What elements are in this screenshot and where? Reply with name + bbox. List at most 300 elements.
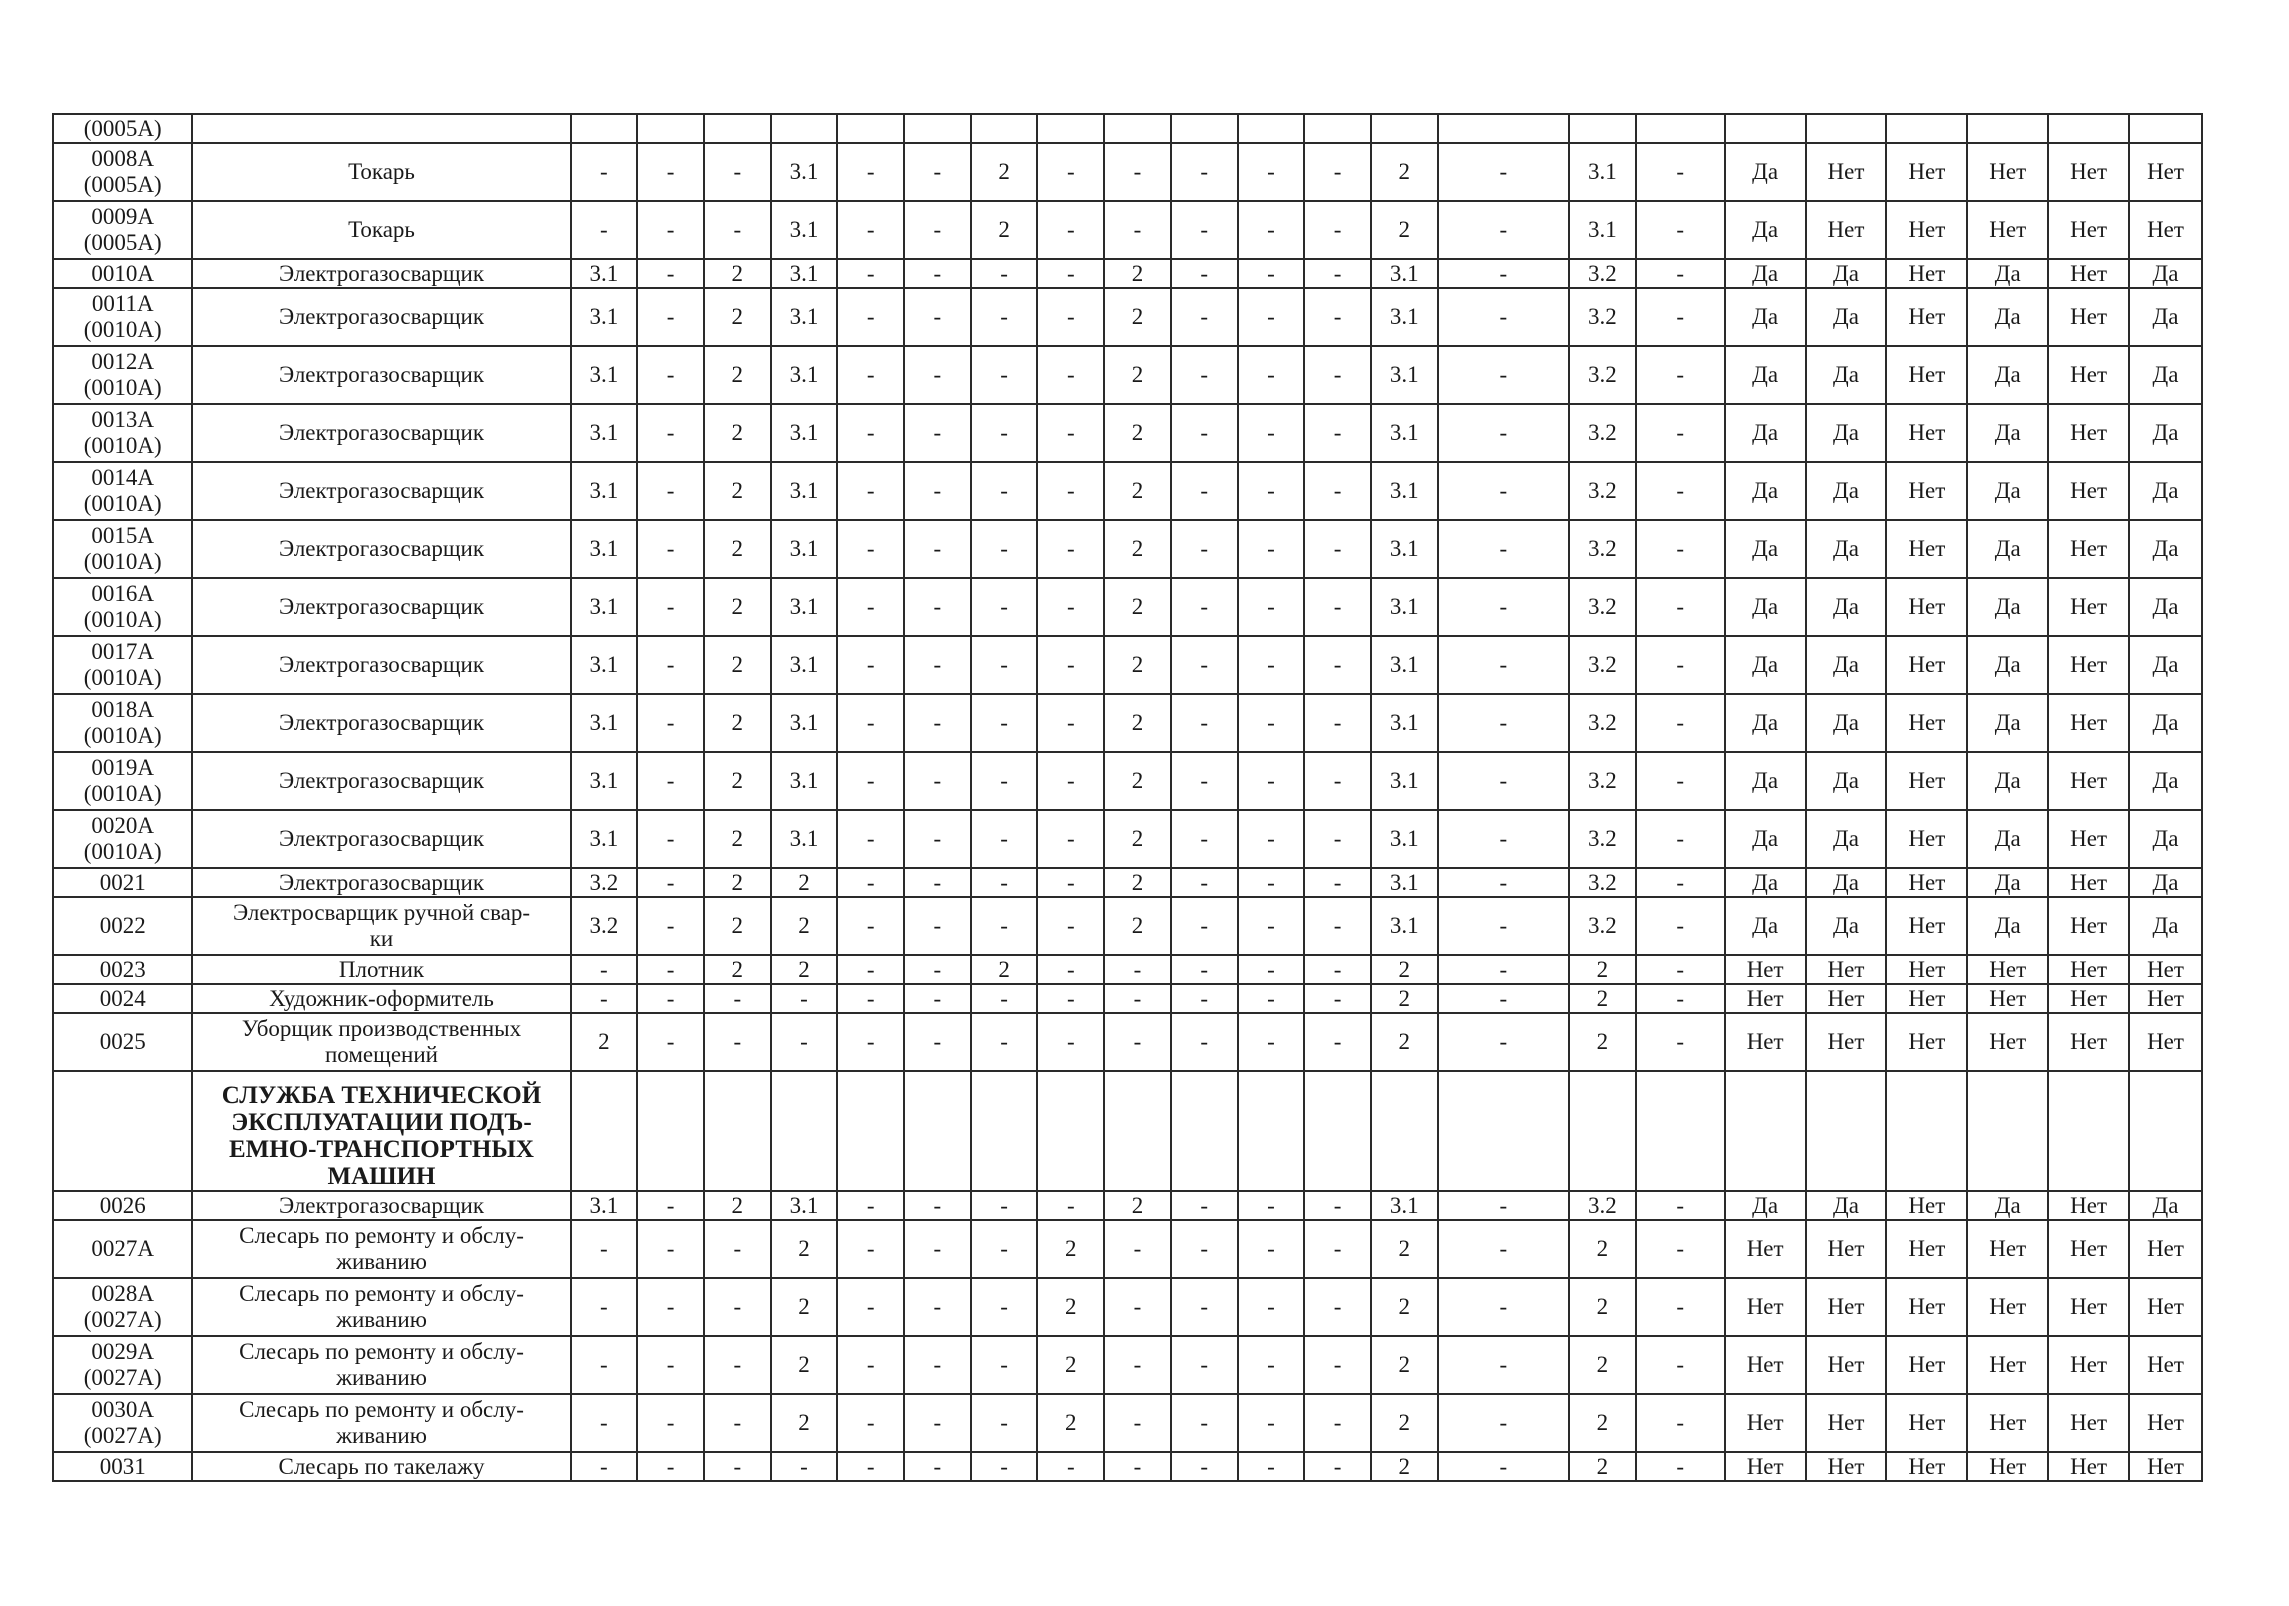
value-cell: - [1238, 346, 1305, 404]
value-cell: 2 [704, 578, 771, 636]
value-cell: Нет [1806, 1336, 1887, 1394]
value-cell: - [1037, 810, 1104, 868]
value-cell: Нет [2129, 1452, 2202, 1481]
value-cell: - [971, 520, 1038, 578]
cell-line: (0010A) [83, 781, 162, 806]
value-cell: Да [1806, 636, 1887, 694]
value-cell: Нет [1967, 1013, 2048, 1071]
value-cell: - [1304, 1191, 1371, 1220]
profession-cell [192, 810, 570, 868]
value-cell: 3.1 [571, 259, 638, 288]
value-cell: - [704, 201, 771, 259]
value-cell: Нет [1967, 201, 2048, 259]
value-cell: - [1104, 201, 1171, 259]
value-cell: 2 [771, 955, 838, 984]
value-cell: - [637, 636, 704, 694]
value-cell: Нет [1806, 1394, 1887, 1452]
value-cell: 2 [771, 1394, 838, 1452]
value-cell: 2 [1104, 578, 1171, 636]
value-cell: Да [1725, 143, 1806, 201]
workplace-id-cell [53, 201, 192, 259]
value-cell: - [1238, 288, 1305, 346]
value-cell: - [637, 1220, 704, 1278]
value-cell: 3.1 [771, 520, 838, 578]
value-cell: 2 [971, 143, 1038, 201]
value-cell: Нет [1967, 1452, 2048, 1481]
value-cell: - [1438, 694, 1569, 752]
value-cell: Да [2129, 1191, 2202, 1220]
table-row [53, 1220, 2202, 1278]
value-cell: 3.2 [1569, 694, 1636, 752]
value-cell: - [1636, 1013, 1725, 1071]
value-cell: - [637, 810, 704, 868]
table-row [53, 1336, 2202, 1394]
value-cell [2129, 114, 2202, 143]
value-cell: Нет [2048, 346, 2129, 404]
value-cell: Нет [1967, 1278, 2048, 1336]
workplace-id-cell [53, 1278, 192, 1336]
value-cell [1238, 114, 1305, 143]
value-cell: - [904, 810, 971, 868]
value-cell: - [1171, 1394, 1238, 1452]
value-cell: Нет [2129, 1220, 2202, 1278]
value-cell: Нет [2129, 1394, 2202, 1452]
cell-line: 0009A [91, 204, 155, 229]
value-cell [1725, 114, 1806, 143]
cell-line: Токарь [348, 159, 415, 184]
value-cell: Да [1725, 810, 1806, 868]
section-title-cell [192, 1071, 570, 1191]
value-cell: 3.1 [571, 520, 638, 578]
value-cell: - [637, 1191, 704, 1220]
value-cell: Нет [1806, 1220, 1887, 1278]
cell-line: 0013A [91, 407, 155, 432]
value-cell: - [1304, 897, 1371, 955]
value-cell: - [1636, 578, 1725, 636]
cell-line: (0010A) [83, 491, 162, 516]
value-cell: - [1037, 868, 1104, 897]
value-cell: Нет [2048, 520, 2129, 578]
table-row [53, 955, 2202, 984]
value-cell: - [1104, 143, 1171, 201]
value-cell: - [1438, 520, 1569, 578]
value-cell: - [1304, 752, 1371, 810]
value-cell [1104, 114, 1171, 143]
value-cell: Да [1806, 1191, 1887, 1220]
cell-line: Слесарь по ремонту и обслу- [239, 1223, 524, 1248]
value-cell: Да [1967, 752, 2048, 810]
value-cell: - [571, 955, 638, 984]
profession-cell [192, 868, 570, 897]
value-cell: - [1304, 1452, 1371, 1481]
value-cell: - [1438, 1191, 1569, 1220]
value-cell: Нет [1886, 346, 1967, 404]
value-cell [571, 114, 638, 143]
value-cell: - [1104, 1278, 1171, 1336]
value-cell: - [971, 897, 1038, 955]
value-cell: - [904, 868, 971, 897]
value-cell: Нет [2048, 955, 2129, 984]
value-cell: 3.2 [1569, 462, 1636, 520]
value-cell: - [637, 868, 704, 897]
profession-cell [192, 520, 570, 578]
value-cell: - [704, 1336, 771, 1394]
value-cell: - [637, 752, 704, 810]
value-cell: - [1037, 404, 1104, 462]
value-cell: - [837, 462, 904, 520]
profession-cell [192, 897, 570, 955]
value-cell: Да [1725, 1191, 1806, 1220]
value-cell: - [1037, 752, 1104, 810]
value-cell: - [1238, 810, 1305, 868]
value-cell: - [904, 1013, 971, 1071]
cell-line: 0016A [91, 581, 155, 606]
value-cell: - [637, 694, 704, 752]
value-cell: Нет [1967, 143, 2048, 201]
table-row [53, 752, 2202, 810]
value-cell [1371, 1071, 1438, 1191]
value-cell: - [837, 1013, 904, 1071]
value-cell: Да [1725, 636, 1806, 694]
value-cell: 3.1 [1371, 462, 1438, 520]
cell-line: живанию [336, 1365, 427, 1390]
cell-line: 0030A [91, 1397, 155, 1422]
value-cell: - [1238, 868, 1305, 897]
value-cell: - [1171, 578, 1238, 636]
value-cell: - [904, 1336, 971, 1394]
value-cell: Да [1725, 520, 1806, 578]
value-cell: - [837, 752, 904, 810]
value-cell: - [837, 1278, 904, 1336]
table-row [53, 694, 2202, 752]
value-cell: - [637, 346, 704, 404]
value-cell: Да [1725, 462, 1806, 520]
value-cell: Да [2129, 520, 2202, 578]
value-cell: Нет [2048, 1336, 2129, 1394]
value-cell: - [1037, 984, 1104, 1013]
value-cell: - [971, 868, 1038, 897]
value-cell [1967, 1071, 2048, 1191]
value-cell: - [1304, 955, 1371, 984]
cell-line: Слесарь по ремонту и обслу- [239, 1397, 524, 1422]
value-cell: Да [1967, 1191, 2048, 1220]
value-cell: - [904, 201, 971, 259]
value-cell: Да [1725, 578, 1806, 636]
value-cell: - [1037, 462, 1104, 520]
cell-line: 0024 [99, 985, 146, 1011]
value-cell: - [837, 404, 904, 462]
value-cell: - [904, 1278, 971, 1336]
value-cell: Нет [1725, 1452, 1806, 1481]
value-cell: - [1304, 578, 1371, 636]
value-cell [1725, 1071, 1806, 1191]
profession-cell [192, 1191, 570, 1220]
cell-line: (0005A) [83, 230, 162, 255]
value-cell: 3.1 [771, 288, 838, 346]
value-cell: 3.2 [1569, 288, 1636, 346]
value-cell: - [1438, 1220, 1569, 1278]
profession-cell [192, 955, 570, 984]
value-cell: 2 [704, 868, 771, 897]
cell-line: Электрогазосварщик [278, 362, 485, 387]
table-row [53, 897, 2202, 955]
value-cell: Нет [1967, 984, 2048, 1013]
cell-line: 0015A [91, 523, 155, 548]
value-cell: Нет [1967, 1394, 2048, 1452]
value-cell: Да [1806, 578, 1887, 636]
value-cell: - [1238, 636, 1305, 694]
value-cell: - [1037, 955, 1104, 984]
value-cell: Нет [2048, 1452, 2129, 1481]
value-cell: Нет [1967, 955, 2048, 984]
value-cell: Нет [1886, 288, 1967, 346]
table-body [53, 114, 2202, 1481]
cell-line: (0010A) [83, 607, 162, 632]
value-cell: - [1438, 1278, 1569, 1336]
value-cell: 2 [1569, 1220, 1636, 1278]
value-cell: - [1438, 810, 1569, 868]
value-cell: - [1636, 810, 1725, 868]
value-cell: - [637, 1452, 704, 1481]
workplace-id-cell [53, 1394, 192, 1452]
value-cell: - [1636, 143, 1725, 201]
workplace-id-cell [53, 694, 192, 752]
value-cell: - [571, 201, 638, 259]
value-cell: - [1438, 346, 1569, 404]
value-cell: 3.1 [771, 636, 838, 694]
value-cell: - [1304, 868, 1371, 897]
profession-cell [192, 462, 570, 520]
value-cell: Да [2129, 868, 2202, 897]
value-cell: - [1238, 1278, 1305, 1336]
value-cell: - [1171, 1220, 1238, 1278]
profession-cell [192, 752, 570, 810]
value-cell: - [1171, 1336, 1238, 1394]
value-cell: - [1636, 462, 1725, 520]
cell-line: Электрогазосварщик [278, 869, 485, 895]
value-cell: Нет [1725, 955, 1806, 984]
value-cell: - [637, 143, 704, 201]
cell-line: 0012A [91, 349, 155, 374]
value-cell: Да [1967, 694, 2048, 752]
value-cell: - [571, 1336, 638, 1394]
value-cell: Да [1725, 897, 1806, 955]
value-cell: - [571, 143, 638, 201]
value-cell: - [704, 1452, 771, 1481]
value-cell: Нет [2048, 984, 2129, 1013]
profession-cell [192, 1278, 570, 1336]
value-cell: 2 [704, 259, 771, 288]
value-cell: 3.1 [1371, 578, 1438, 636]
cell-line: (0010A) [83, 375, 162, 400]
value-cell: - [1171, 259, 1238, 288]
value-cell: Нет [1886, 1013, 1967, 1071]
profession-cell [192, 1452, 570, 1481]
value-cell: - [637, 1394, 704, 1452]
value-cell: - [637, 520, 704, 578]
value-cell [1636, 1071, 1725, 1191]
value-cell: 2 [704, 897, 771, 955]
value-cell: 2 [704, 520, 771, 578]
cell-line: 0020A [91, 813, 155, 838]
value-cell: 3.1 [1371, 636, 1438, 694]
table-row [53, 1278, 2202, 1336]
value-cell: - [1171, 955, 1238, 984]
value-cell: 3.2 [1569, 259, 1636, 288]
value-cell: 2 [1104, 346, 1171, 404]
value-cell: - [1037, 288, 1104, 346]
profession-cell [192, 288, 570, 346]
value-cell: - [1636, 1278, 1725, 1336]
value-cell: Нет [2048, 810, 2129, 868]
value-cell: Да [2129, 346, 2202, 404]
cell-line: (0010A) [83, 723, 162, 748]
value-cell [971, 114, 1038, 143]
value-cell: - [971, 810, 1038, 868]
value-cell: Нет [1886, 404, 1967, 462]
value-cell: 2 [1104, 1191, 1171, 1220]
value-cell: 2 [1569, 984, 1636, 1013]
value-cell: - [1171, 694, 1238, 752]
value-cell: - [1304, 201, 1371, 259]
value-cell: Нет [1725, 984, 1806, 1013]
value-cell: 3.2 [1569, 346, 1636, 404]
value-cell: - [971, 259, 1038, 288]
value-cell: 2 [1104, 752, 1171, 810]
value-cell [571, 1071, 638, 1191]
value-cell [837, 114, 904, 143]
profession-cell [192, 1336, 570, 1394]
value-cell: - [1304, 636, 1371, 694]
value-cell: - [1037, 346, 1104, 404]
value-cell: 2 [1037, 1278, 1104, 1336]
value-cell: Нет [2129, 955, 2202, 984]
table-row [53, 259, 2202, 288]
cell-line: живанию [336, 1249, 427, 1274]
value-cell: 2 [1037, 1220, 1104, 1278]
value-cell: - [1238, 694, 1305, 752]
value-cell: 3.1 [1371, 259, 1438, 288]
value-cell: Да [1967, 259, 2048, 288]
value-cell: - [1238, 752, 1305, 810]
table-row [53, 143, 2202, 201]
value-cell: 2 [1569, 1278, 1636, 1336]
value-cell: 2 [704, 1191, 771, 1220]
value-cell: 3.1 [571, 346, 638, 404]
cell-line: (0010A) [83, 665, 162, 690]
value-cell: - [1104, 1452, 1171, 1481]
value-cell: - [1304, 810, 1371, 868]
workplace-id-cell [53, 868, 192, 897]
cell-line: (0005A) [83, 115, 162, 141]
value-cell: 2 [1371, 1336, 1438, 1394]
value-cell: - [904, 694, 971, 752]
profession-cell [192, 404, 570, 462]
cell-line: Электрогазосварщик [278, 652, 485, 677]
value-cell: Нет [2129, 1336, 2202, 1394]
cell-line: Уборщик производственных [241, 1016, 522, 1041]
value-cell: - [1171, 752, 1238, 810]
value-cell: - [837, 868, 904, 897]
value-cell: - [1636, 1220, 1725, 1278]
value-cell: - [637, 578, 704, 636]
value-cell: - [1238, 578, 1305, 636]
value-cell: Нет [2129, 984, 2202, 1013]
value-cell: - [771, 984, 838, 1013]
value-cell: - [1171, 520, 1238, 578]
value-cell [1171, 1071, 1238, 1191]
value-cell: 2 [771, 1220, 838, 1278]
value-cell: Да [1967, 288, 2048, 346]
profession-cell [192, 201, 570, 259]
value-cell: Да [1967, 636, 2048, 694]
value-cell: Да [1967, 346, 2048, 404]
value-cell: - [837, 897, 904, 955]
value-cell: - [704, 1278, 771, 1336]
value-cell: - [837, 1220, 904, 1278]
value-cell: Нет [2048, 897, 2129, 955]
workplace-id-cell [53, 955, 192, 984]
value-cell: - [637, 404, 704, 462]
cell-line: Плотник [338, 956, 425, 982]
cell-line: 0019A [91, 755, 155, 780]
value-cell: 3.1 [1569, 201, 1636, 259]
value-cell: - [1037, 578, 1104, 636]
value-cell: Нет [2048, 462, 2129, 520]
cell-line: Электрогазосварщик [278, 1192, 485, 1218]
value-cell [1569, 114, 1636, 143]
table-row [53, 1013, 2202, 1071]
value-cell [637, 1071, 704, 1191]
table-row [53, 868, 2202, 897]
value-cell: - [1238, 897, 1305, 955]
value-cell: - [637, 1278, 704, 1336]
value-cell: - [1438, 462, 1569, 520]
value-cell: - [1171, 1452, 1238, 1481]
value-cell: Нет [1886, 897, 1967, 955]
value-cell: - [1304, 1220, 1371, 1278]
table-row [53, 636, 2202, 694]
workplace-id-cell [53, 810, 192, 868]
cell-line: 0008A [91, 146, 155, 171]
value-cell: - [1304, 288, 1371, 346]
value-cell: 3.1 [571, 288, 638, 346]
value-cell: Нет [1886, 1278, 1967, 1336]
value-cell [1304, 1071, 1371, 1191]
value-cell: - [904, 143, 971, 201]
value-cell: Да [1725, 201, 1806, 259]
value-cell: Нет [2048, 288, 2129, 346]
value-cell: - [1438, 868, 1569, 897]
value-cell [1438, 114, 1569, 143]
cell-line: живанию [336, 1307, 427, 1332]
value-cell: Да [2129, 462, 2202, 520]
cell-line: ЕМНО-ТРАНСПОРТНЫХ [229, 1136, 534, 1163]
value-cell: - [971, 984, 1038, 1013]
profession-cell [192, 143, 570, 201]
cell-line: 0014A [91, 465, 155, 490]
cell-line: 0017A [91, 639, 155, 664]
value-cell: 2 [704, 752, 771, 810]
value-cell: Нет [2048, 636, 2129, 694]
cell-line: Электрогазосварщик [278, 304, 485, 329]
value-cell: - [1304, 346, 1371, 404]
value-cell: - [1438, 404, 1569, 462]
cell-line: Электрогазосварщик [278, 768, 485, 793]
value-cell: - [1636, 752, 1725, 810]
value-cell: - [1636, 868, 1725, 897]
workplace-id-cell [53, 578, 192, 636]
